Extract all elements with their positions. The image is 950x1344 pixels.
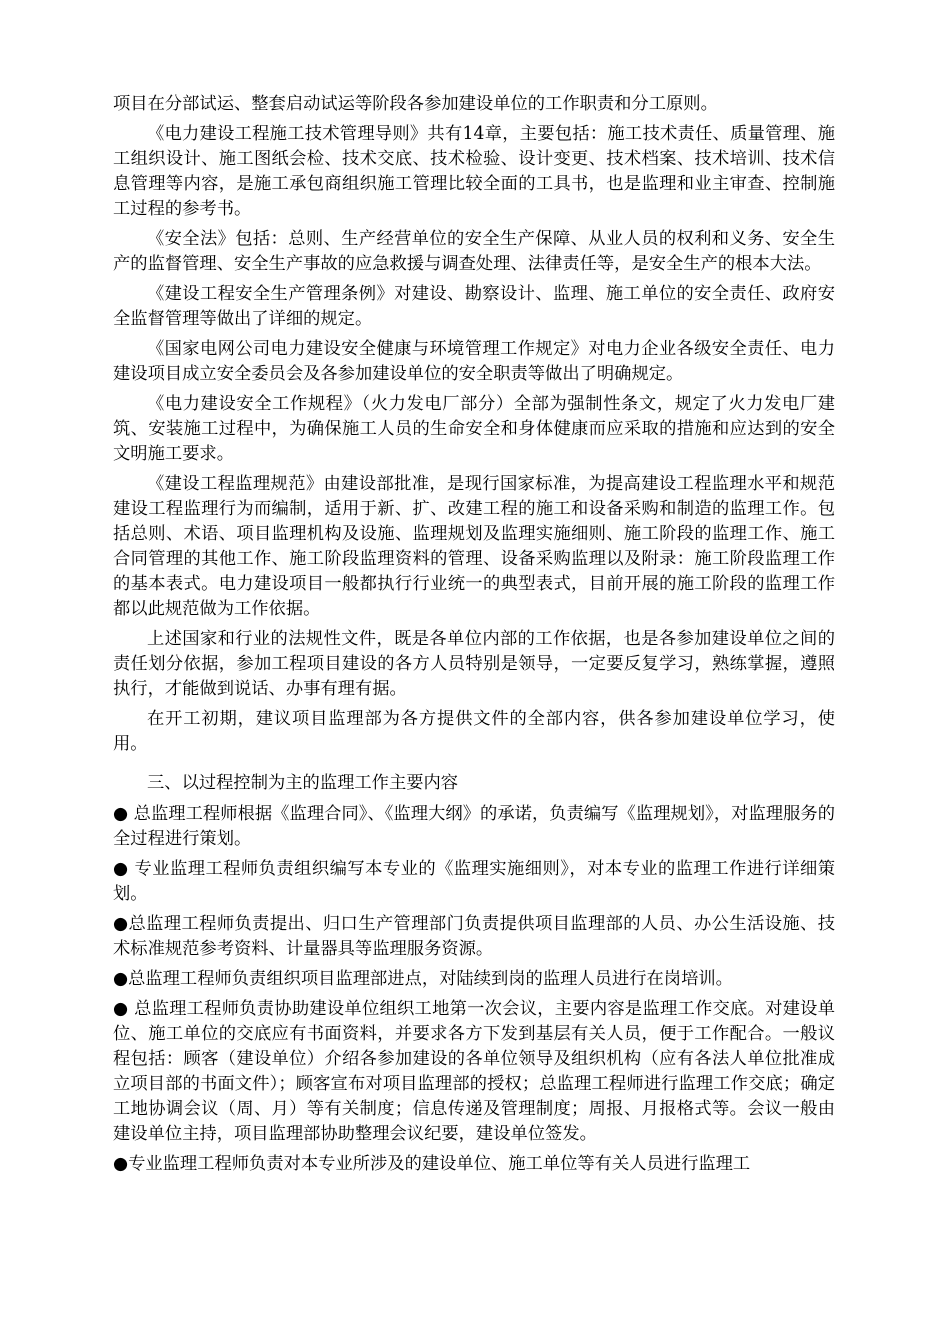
paragraph-continuation: 项目在分部试运、整套启动试运等阶段各参加建设单位的工作职责和分工原则。: [113, 94, 718, 114]
paragraph-regulatory-summary: 上述国家和行业的法规性文件，既是各单位内部的工作依据，也是各参加建设单位之间的责任划分依据，参加工程项目建设的各方人员特别是领导，一定要反复学习，熟练掌握，遵照执行，才能做到说话、办事有理有据。: [113, 629, 835, 699]
paragraph-state-grid-rules: 《国家电网公司电力建设安全健康与环境管理工作规定》对电力企业各级安全责任、电力建设项目成立安全委员会及各参加建设单位的安全职责等做出了明确规定。: [113, 339, 835, 384]
paragraph-construction-tech-guideline: 《电力建设工程施工技术管理导则》共有14章，主要包括：施工技术责任、质量管理、施工组织设计、施工图纸会检、技术交底、技术检验、设计变更、技术档案、技术培训、技术信息管理等内容，是施工承包商组织施工管理比较全面的工具书，也是监理和业主审查、控制施工过程的参考书。: [113, 124, 835, 219]
paragraph-supervision-code: 《建设工程监理规范》由建设部批准，是现行国家标准，为提高建设工程监理水平和规范建设工程监理行为而编制，适用于新、扩、改建工程的施工和设备采购和制造的监理工作。包括总则、术语、项目监理机构及设施、监理规划及监理实施细则、施工阶段的监理工作、施工合同管理的其他工作、施工阶段监理资料的管理、设备采购监理以及附录：施工阶段监理工作的基本表式。电力建设项目一般都执行行业统一的典型表式，目前开展的施工阶段的监理工作都以此规范做为工作依据。: [113, 474, 835, 619]
paragraph-initial-recommendation: 在开工初期，建议项目监理部为各方提供文件的全部内容，供各参加建设单位学习，使用。: [113, 709, 835, 754]
bullet-item: ●总监理工程师负责组织项目监理部进点，对陆续到岗的监理人员进行在岗培训。: [113, 969, 733, 989]
bullet-item: ● 总监理工程师根据《监理合同》、《监理大纲》的承诺，负责编写《监理规划》，对监理服务的全过程进行策划。: [113, 804, 835, 849]
bullet-item: ●专业监理工程师负责对本专业所涉及的建设单位、施工单位等有关人员进行监理工: [113, 1154, 751, 1174]
paragraph-safety-law: 《安全法》包括：总则、生产经营单位的安全生产保障、从业人员的权利和义务、安全生产的监督管理、安全生产事故的应急救援与调查处理、法律责任等，是安全生产的根本大法。: [113, 229, 835, 274]
paragraph-safety-regulation: 《建设工程安全生产管理条例》对建设、勘察设计、监理、施工单位的安全责任、政府安全监督管理等做出了详细的规定。: [113, 284, 835, 329]
section-heading: 三、以过程控制为主的监理工作主要内容: [147, 773, 459, 793]
document-body: [113, 92, 835, 1182]
bullet-item: ● 专业监理工程师负责组织编写本专业的《监理实施细则》，对本专业的监理工作进行详细策划。: [113, 859, 835, 904]
paragraph-safety-work-code: 《电力建设安全工作规程》（火力发电厂部分）全部为强制性条文，规定了火力发电厂建筑、安装施工过程中，为确保施工人员的生命安全和身体健康而应采取的措施和应达到的安全文明施工要求。: [113, 394, 835, 464]
bullet-item: ● 总监理工程师负责协助建设单位组织工地第一次会议，主要内容是监理工作交底。对建设单位、施工单位的交底应有书面资料，并要求各方下发到基层有关人员，便于工作配合。一般议程包括：顾客（建设单位）介绍各参加建设的各单位领导及组织机构（应有各法人单位批准成立项目部的书面文件）；顾客宣布对项目监理部的授权；总监理工程师进行监理工作交底；确定工地协调会议（周、月）等有关制度；信息传递及管理制度；周报、月报格式等。会议一般由建设单位主持，项目监理部协助整理会议纪要，建设单位签发。: [113, 999, 835, 1144]
bullet-item: ●总监理工程师负责提出、归口生产管理部门负责提供项目监理部的人员、办公生活设施、技术标准规范参考资料、计量器具等监理服务资源。: [113, 914, 835, 959]
